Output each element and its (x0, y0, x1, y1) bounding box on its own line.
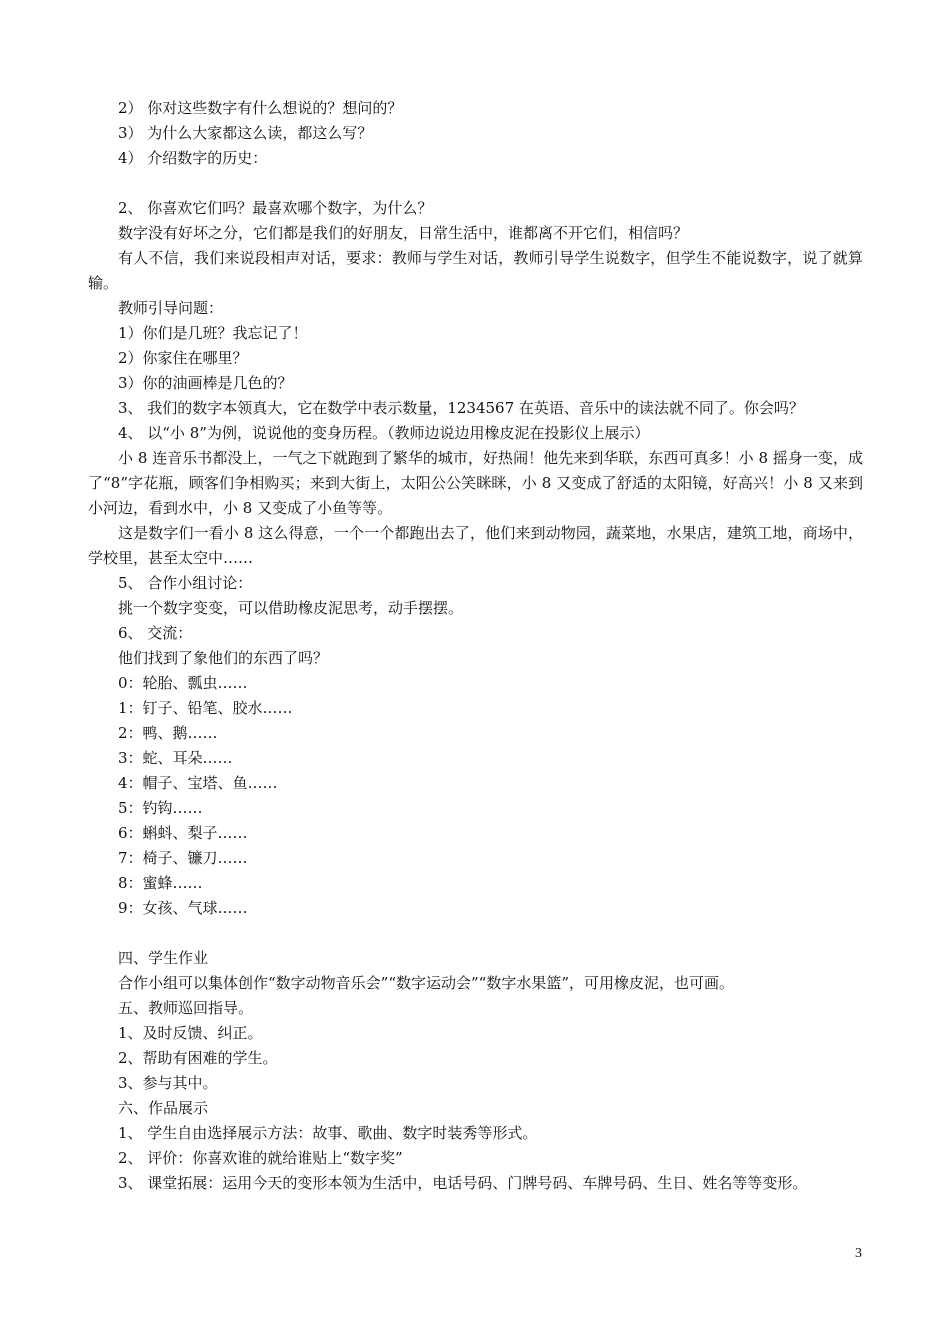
page-content (88, 96, 863, 1196)
digit-line: 6：蝌蚪、梨子…… (118, 824, 248, 842)
digit-line: 0：轮胎、瓢虫…… (118, 674, 248, 692)
section-5-item: 3、参与其中。 (118, 1074, 218, 1092)
item-4: 4、 以“小 8”为例，说说他的变身历程。（教师边说边用橡皮泥在投影仪上展示） (118, 424, 650, 442)
digit-line: 7：椅子、镰刀…… (118, 849, 248, 867)
item-6-text: 他们找到了象他们的东西了吗？ (118, 649, 329, 667)
digit-line: 5：钓钩…… (118, 799, 203, 817)
digit-line: 8：蜜蜂…… (118, 874, 203, 892)
section-4-text: 合作小组可以集体创作“数字动物音乐会”“数字运动会”“数字水果篮”，可用橡皮泥，也可画。 (118, 974, 735, 992)
blank-line (118, 921, 863, 946)
section-6-item: 3、 课堂拓展：运用今天的变形本领为生活中，电话号码、门牌号码、车牌号码、生日、姓名等等变形。 (118, 1174, 808, 1192)
digit-line: 9：女孩、气球…… (118, 899, 248, 917)
guide-item: 3）你的油画棒是几色的？ (118, 374, 293, 392)
page-number: 3 (855, 1246, 862, 1261)
question-line: 2） 你对这些数字有什么想说的？想问的？ (118, 99, 403, 117)
item-2-heading: 2、 你喜欢它们吗？最喜欢哪个数字，为什么？ (118, 199, 433, 217)
paragraph-story-2: 这是数字们一看小 8 这么得意，一个一个都跑出去了，他们来到动物园，蔬菜地，水果店，建筑工地，商场中，学校里，甚至太空中…… (88, 524, 863, 567)
item-5-text: 挑一个数字变变，可以借助橡皮泥思考，动手摆摆。 (118, 599, 464, 617)
section-5-title: 五、教师巡回指导。 (118, 999, 254, 1017)
paragraph-crosstalk: 有人不信，我们来说段相声对话，要求：教师与学生对话，教师引导学生说数字，但学生不能说数字，说了就算输。 (88, 249, 863, 292)
paragraph-friends: 数字没有好坏之分，它们都是我们的好朋友，日常生活中，谁都离不开它们，相信吗？ (118, 224, 689, 242)
guide-item: 1）你们是几班？我忘记了！ (118, 324, 308, 342)
digit-line: 4：帽子、宝塔、鱼…… (118, 774, 278, 792)
section-5-item: 2、帮助有困难的学生。 (118, 1049, 278, 1067)
item-5: 5、 合作小组讨论： (118, 574, 253, 592)
section-5-item: 1、及时反馈、纠正。 (118, 1024, 263, 1042)
question-line: 4） 介绍数字的历史： (118, 149, 268, 167)
digit-line: 1：钉子、铅笔、胶水…… (118, 699, 293, 717)
item-3: 3、 我们的数字本领真大，它在数学中表示数量，1234567 在英语、音乐中的读法就不同了。你会吗？ (118, 399, 804, 417)
section-4-title: 四、学生作业 (118, 949, 209, 967)
digit-line: 2：鸭、鹅…… (118, 724, 218, 742)
paragraph-story-1: 小 8 连音乐书都没上，一气之下就跑到了繁华的城市，好热闹！他先来到华联，东西可真多！小 8 摇身一变，成了“8”字花瓶，顾客们争相购买；来到大街上，太阳公公笑眯眯，小 8 又变成了舒适的太阳镜，好高兴！小 8 又来到小河边，看到水中，小 8 又变成了小鱼等等。 (88, 449, 863, 517)
section-6-title: 六、作品展示 (118, 1099, 209, 1117)
section-6-item: 1、 学生自由选择展示方法：故事、歌曲、数字时装秀等形式。 (118, 1124, 538, 1142)
blank-line (118, 171, 863, 196)
guide-title: 教师引导问题： (118, 299, 224, 317)
question-line: 3） 为什么大家都这么读，都这么写？ (118, 124, 373, 142)
section-6-item: 2、 评价：你喜欢谁的就给谁贴上“数字奖” (118, 1149, 403, 1167)
guide-item: 2）你家住在哪里？ (118, 349, 248, 367)
item-6: 6、 交流： (118, 624, 193, 642)
digit-line: 3：蛇、耳朵…… (118, 749, 233, 767)
